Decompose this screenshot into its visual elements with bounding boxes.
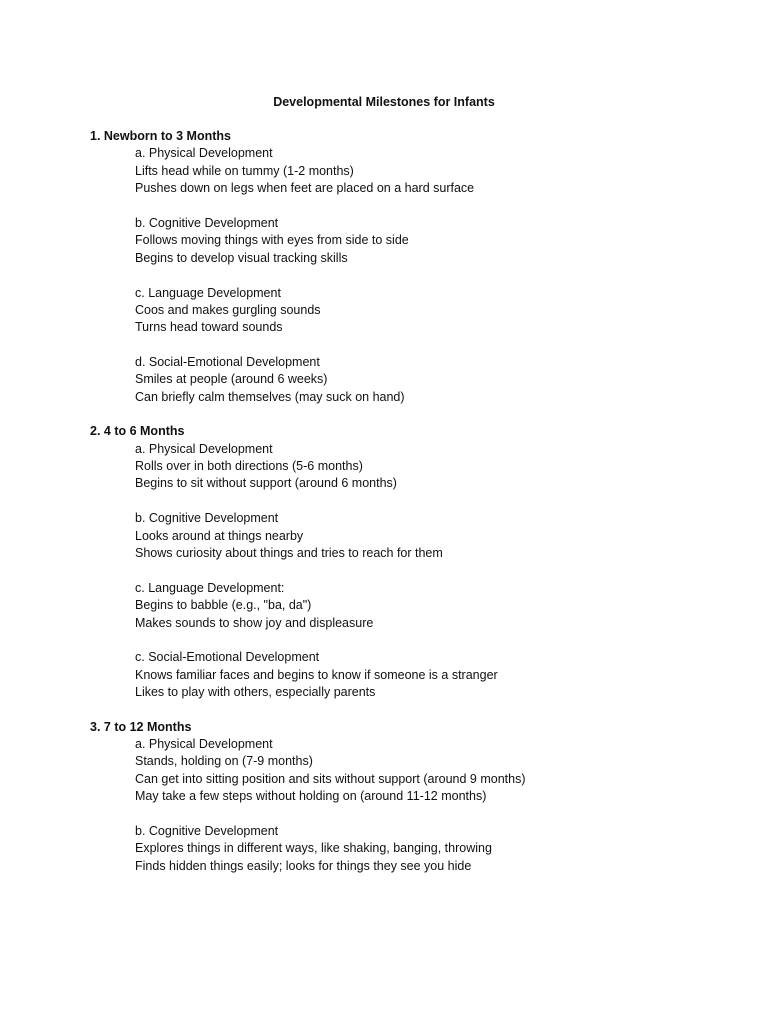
document-title: Developmental Milestones for Infants [273, 95, 495, 109]
subsection [135, 145, 710, 197]
subsection-heading: a. Physical Development [135, 146, 273, 161]
milestone-item: Shows curiosity about things and tries to reach for them [135, 545, 443, 560]
milestone-item: May take a few steps without holding on (around 11-12 months) [135, 789, 487, 804]
subsection-heading: a. Physical Development [135, 736, 273, 751]
milestone-item: Coos and makes gurgling sounds [135, 302, 321, 317]
subsection [135, 215, 710, 267]
subsection [135, 649, 710, 701]
milestone-item: Lifts head while on tummy (1-2 months) [135, 163, 354, 178]
section [90, 719, 710, 876]
section-heading: 2. 4 to 6 Months [90, 424, 185, 439]
subsection [135, 823, 710, 875]
milestone-item: Stands, holding on (7-9 months) [135, 754, 313, 769]
subsection-heading: c. Language Development [135, 285, 281, 300]
milestone-item: Follows moving things with eyes from side to side [135, 233, 409, 248]
milestone-item: Pushes down on legs when feet are placed on a hard surface [135, 181, 475, 196]
milestone-item: Smiles at people (around 6 weeks) [135, 372, 328, 387]
subsection-heading: c. Language Development: [135, 580, 285, 595]
milestone-item: Turns head toward sounds [135, 320, 283, 335]
milestone-item: Can get into sitting position and sits without support (around 9 months) [135, 771, 526, 786]
subsection-heading: c. Social-Emotional Development [135, 650, 320, 665]
milestone-item: Knows familiar faces and begins to know if someone is a stranger [135, 667, 498, 682]
subsection-heading: d. Social-Emotional Development [135, 355, 320, 370]
milestone-item: Rolls over in both directions (5-6 months) [135, 459, 363, 474]
subsection [135, 580, 710, 632]
section [90, 128, 710, 406]
subsection-heading: b. Cognitive Development [135, 511, 279, 526]
document-body [90, 128, 710, 892]
section-heading: 3. 7 to 12 Months [90, 719, 192, 734]
subsection-heading: b. Cognitive Development [135, 823, 279, 838]
milestone-item: Looks around at things nearby [135, 528, 304, 543]
milestone-item: Explores things in different ways, like shaking, banging, throwing [135, 841, 492, 856]
milestone-item: Begins to babble (e.g., "ba, da") [135, 598, 312, 613]
subsection [135, 736, 710, 806]
subsection [135, 441, 710, 493]
milestone-item: Makes sounds to show joy and displeasure [135, 615, 374, 630]
milestone-item: Can briefly calm themselves (may suck on hand) [135, 389, 405, 404]
milestone-item: Likes to play with others, especially parents [135, 685, 376, 700]
milestone-item: Begins to develop visual tracking skills [135, 250, 348, 265]
milestone-item: Begins to sit without support (around 6 months) [135, 476, 397, 491]
subsection-heading: a. Physical Development [135, 441, 273, 456]
section [90, 423, 710, 701]
milestone-item: Finds hidden things easily; looks for things they see you hide [135, 858, 472, 873]
subsection-heading: b. Cognitive Development [135, 215, 279, 230]
section-heading: 1. Newborn to 3 Months [90, 129, 231, 143]
subsection [135, 354, 710, 406]
subsection [135, 285, 710, 337]
subsection [135, 510, 710, 562]
